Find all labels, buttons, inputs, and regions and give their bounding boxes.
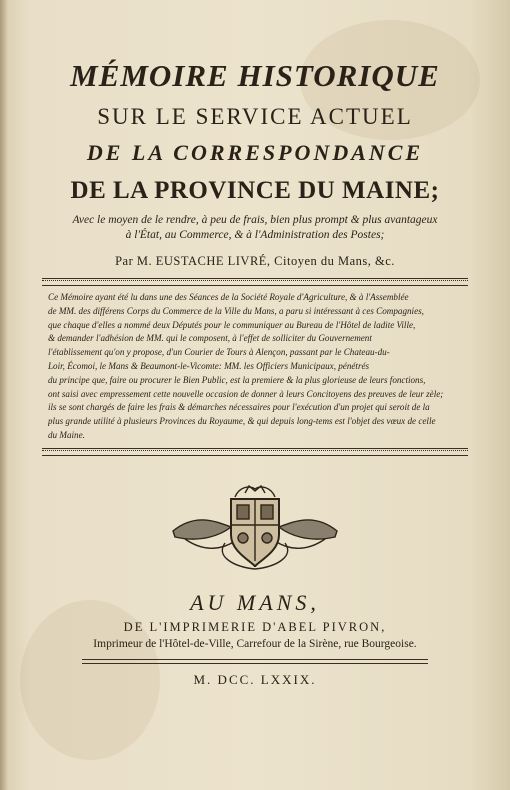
coat-of-arms-vignette — [165, 483, 345, 571]
subtitle — [30, 213, 480, 243]
author-line: Par M. EUSTACHE LIVRÉ, Citoyen du Mans, &c. — [115, 254, 395, 268]
title-line-4: DE LA PROVINCE DU MAINE; — [70, 177, 440, 204]
note-line: ils se sont chargés de faire les frais & démarches nécessaires pour l'exécution d'un projet qui seroit de la — [48, 402, 430, 413]
note-line: plus grande utilité à plusieurs Provinces du Royaume, & qui depuis long-tems est l'objet des vœux de celle — [48, 416, 436, 427]
note-line: l'établissement qu'on y propose, d'un Courier de Tours à Alençon, passant par le Chateau-du- — [48, 347, 390, 358]
top-ornamental-rule — [42, 278, 468, 286]
memoir-note — [48, 291, 468, 443]
place-of-printing: AU MANS, — [190, 590, 320, 615]
note-line: Loir, Écomoi, le Mans & Beaumont-le-Vicomte: MM. les Officiers Municipaux, pénétrés — [48, 360, 370, 371]
title-line-1: MÉMOIRE HISTORIQUE — [70, 58, 440, 93]
imprint-rule — [82, 659, 428, 664]
subtitle-line-1: Avec le moyen de le rendre, à peu de frais, bien plus prompt & plus avantageux — [72, 214, 438, 226]
note-line: & demander l'adhésion de MM. qui le composent, à l'effet de solliciter du Gouvernement — [48, 333, 372, 344]
note-line: que chaque d'elles a nommé deux Députés pour le communiquer au Bureau de l'Hôtel de ladite Ville, — [48, 319, 416, 330]
title-line-2: SUR LE SERVICE ACTUEL — [97, 104, 413, 129]
printer-name: DE L'IMPRIMERIE D'ABEL PIVRON, — [123, 620, 387, 634]
note-line: du principe que, faire ou procurer le Bien Public, est la premiere & la plus glorieuse de leurs fonctions, — [48, 374, 426, 385]
note-line: Ce Mémoire ayant été lu dans une des Séances de la Société Royale d'Agriculture, & à l'Assemblée — [48, 292, 409, 302]
note-line: de MM. des différens Corps du Commerce de la Ville du Mans, a paru si intéressant à ces Compagnies, — [48, 305, 424, 316]
title-line-3: DE LA CORRESPONDANCE — [86, 140, 424, 165]
printer-address: Imprimeur de l'Hôtel-de-Ville, Carrefour de la Sirène, rue Bourgeoise. — [93, 638, 417, 650]
publication-date: M. DCC. LXXIX. — [193, 672, 317, 687]
note-line: du Maine. — [48, 429, 85, 440]
bottom-ornamental-rule — [42, 448, 468, 456]
subtitle-line-2: à l'État, au Commerce, & à l'Administration des Postes; — [125, 229, 385, 241]
note-line: ont saisi avec empressement cette nouvelle occasion de donner à leurs Concitoyens des preuves de leur zèle; — [48, 388, 444, 399]
